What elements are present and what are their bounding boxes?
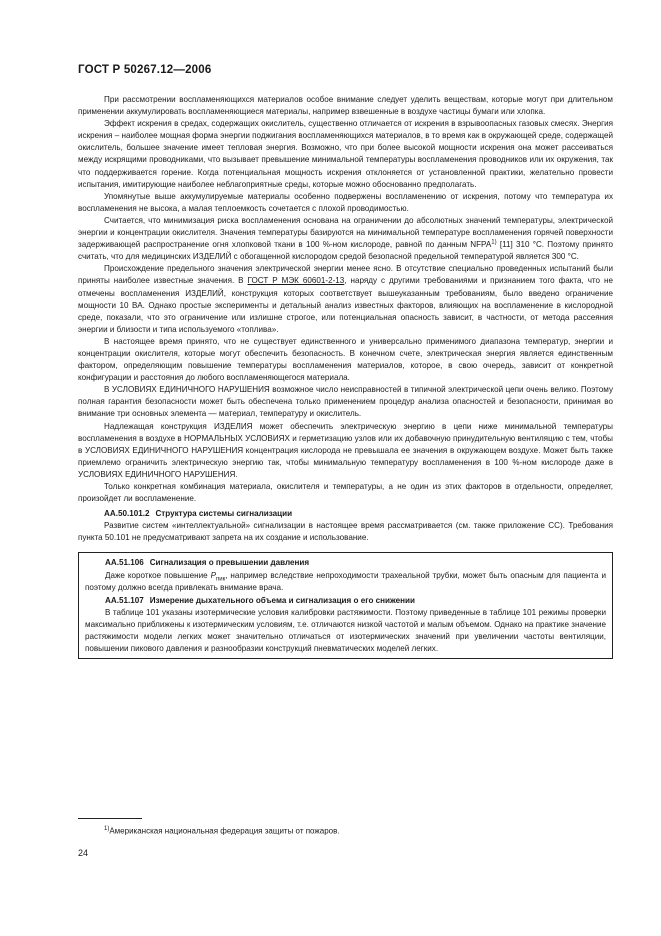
paragraph-text: Происхождение предельного значения электрической энергии менее ясно. В отсутствие специально проведенных испытаний были приняты наиболее известные значения. В xyxy=(78,264,613,286)
clause-title: Структура системы сигнализации xyxy=(155,509,293,519)
pressure-symbol: Р xyxy=(210,570,216,580)
paragraph-text: [11] 310 °С. Поэтому принято считать, что для медицинских ИЗДЕЛИЙ с обогащенной кислородом средой безопасной предельной температурой является 300 °С. xyxy=(78,240,613,262)
clause-heading xyxy=(105,595,606,607)
clause-heading xyxy=(104,508,613,520)
footnote-text: Американская национальная федерация защиты от пожаров. xyxy=(109,826,340,836)
paragraph xyxy=(78,215,613,263)
paragraph-text: Считается, что минимизация риска воспламенения основана на ограничении до абсолютных значений температуры, электрической энергии и концентрации окислителя. Значения температуры базируются на минимальной температуре воспламенения горячей поверхности задерживающей распространение огня хлопковой ткани в 100 %-ном кислороде, равной по данным NFPA xyxy=(78,215,613,250)
page-header: ГОСТ Р 50267.12—2006 xyxy=(78,64,212,76)
paragraph xyxy=(78,263,613,336)
clause-title: Измерение дыхательного объема и сигнализация о его снижении xyxy=(149,595,415,605)
pressure-symbol-subscript: пик xyxy=(215,576,226,583)
paragraph-text: , наряду с другими требованиями и признанием того факта, что не отмечены воспламенения ИЗДЕЛИЙ, конструкция которых соответствует вышеуказанным требованиям, было введено ограничение мощности 10 ВА. Однако простые эксперименты и детальный анализ известных факторов, влияющих на воспламенение в кислородной среде, показали, что это ограничение или излишне строгое, или потенциальная опасность зависит, в частности, от метода рассеяния энергии и близости и типа используемого «топлива». xyxy=(78,276,613,334)
clause-title: Сигнализация о превышении давления xyxy=(149,558,310,568)
page-number: 24 xyxy=(78,848,89,858)
footnote-reference[interactable]: 1) xyxy=(491,239,497,246)
standard-reference-link[interactable]: ГОСТ Р МЭК 60601-2-13 xyxy=(247,276,345,286)
footnote-mark: 1) xyxy=(104,826,110,832)
body-text xyxy=(78,94,613,659)
paragraph: Упомянутые выше аккумулируемые материалы особенно подвержены воспламенению от искрения, потому что температура их воспламенения не высока, а малая теплоемкость сочетается с плохой проводимостью. xyxy=(78,191,613,213)
clause-number: АА.51.107 xyxy=(105,595,144,605)
paragraph: Эффект искрения в средах, содержащих окислитель, существенно отличается от искрения в взрывоопасных газовых смесях. Энергия искрения – наиболее мощная форма энергии поджигания воспламеняющихся материалов, в то время как в окружающей среде, содержащей окислитель, большее значение имеет тепловая энергия. Возможно, что при более высокой мощности искрения она может рассеиваться между искрящими проводниками, что вызывает превышение минимальной температуры воспламенения проводников или их окружения, так что поддерживается горение. Когда потенциальная мощность искрения отклоняется от установленной практики, желательно провести испытания, имитирующие наиболее неблагоприятные среды, которые можно обоснованно предполагать. xyxy=(78,119,613,189)
paragraph: В настоящее время принято, что не существует единственного и универсально применимого диапазона температур, энергии и концентрации окислителя, которые могут обеспечить безопасность. В конечном счете, электрическая энергия является единственным фактором, определяющим повышение температуры воспламенения материалов, которое, в свою очередь, зависит от конкретной конфигурации и расстояния до любого воспламеняющегося материала. xyxy=(78,336,613,383)
clause-heading xyxy=(105,557,606,569)
paragraph-text: , например вследствие непроходимости трахеальной трубки, может быть опасным для пациента и поэтому должно всегда привлекать внимание врача. xyxy=(85,570,606,592)
paragraph xyxy=(85,570,606,594)
paragraph: При рассмотрении воспламеняющихся материалов особое внимание следует уделить веществам, которые могут при длительном применении аккумулировать воспламеняющиеся материалы, например взвешенные в воздухе частицы бумаги или хлопка. xyxy=(78,95,613,117)
paragraph: В таблице 101 указаны изотермические условия калибровки растяжимости. Поэтому приведенные в таблице 101 режимы проверки максимально приближены к изотермическим условиям, т.е. отличаются низкой частотой и малым объемом. Однако на практике значение растяжимости модели легких может значительно отличаться от изотермических значений при увеличении частоты вентиляции, повышении пикового давления и разнообразии конструкций пневматических моделей легких. xyxy=(85,607,606,654)
paragraph-text: Даже короткое повышение xyxy=(105,570,211,580)
footnote xyxy=(104,826,340,836)
paragraph: Только конкретная комбинация материала, окислителя и температуры, а не один из этих факторов в отдельности, определяет, произойдет ли воспламенение. xyxy=(78,482,613,504)
paragraph: Развитие систем «интеллектуальной» сигнализации в настоящее время рассматривается (см. также приложение СС). Требования пункта 50.101 не предусматривают запрета на их создание и использование. xyxy=(78,521,613,543)
clause-number: АА.51.106 xyxy=(105,558,144,568)
paragraph: В УСЛОВИЯХ ЕДИНИЧНОГО НАРУШЕНИЯ возможное число неисправностей в типичной электрической цепи очень велико. Поэтому полная гарантия безопасности может быть обеспечена только применением процедур анализа опасностей и безопасности, принимая во внимание три основных элемента — материал, температуру и окислитель. xyxy=(78,385,613,419)
boxed-section xyxy=(78,552,613,659)
paragraph: Надлежащая конструкция ИЗДЕЛИЯ может обеспечить электрическую энергию в цепи ниже минимальной температуры воспламенения в воздухе в НОРМАЛЬНЫХ УСЛОВИЯХ и герметизацию узлов или их добавочную принудительную вентиляцию с тем, чтобы в УСЛОВИЯХ ЕДИНИЧНОГО НАРУШЕНИЯ концентрация кислорода не превышала ее значения в окружающем воздухе. Может быть также приемлемо ограничить электрическую энергию так, чтобы минимальную температуру воспламенения в 100 %-ном кислороде даже в УСЛОВИЯХ ЕДИНИЧНОГО НАРУШЕНИЯ. xyxy=(78,421,613,479)
clause-number: АА.50.101.2 xyxy=(104,509,150,519)
footnote-divider xyxy=(78,818,142,819)
